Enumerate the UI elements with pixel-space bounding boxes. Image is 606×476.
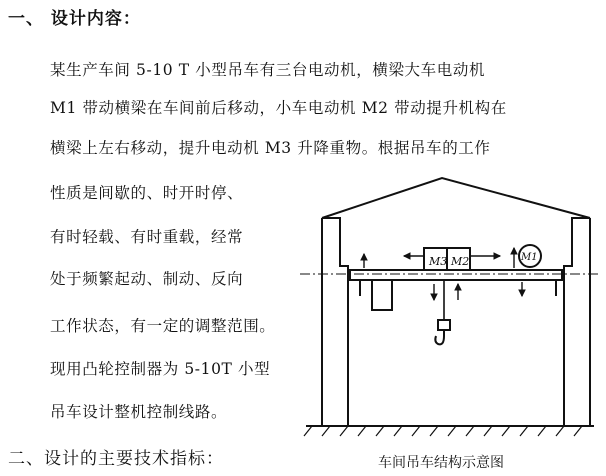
body-line-8: 现用凸轮控制器为 5-10T 小型: [50, 360, 271, 378]
section-1-heading: 一、 设计内容：: [8, 9, 141, 29]
right-column: [564, 218, 590, 426]
workshop-roof: [322, 178, 590, 218]
body-line-1: 某生产车间 5-10 T 小型吊车有三台电动机，横梁大车电动机: [50, 61, 486, 79]
crane-structure-diagram: [300, 176, 600, 446]
hook-block: [438, 320, 450, 330]
bridge-girder: [350, 270, 562, 280]
left-column: [322, 218, 348, 426]
body-line-9: 吊车设计整机控制线路。: [50, 403, 228, 421]
crane-hook: [435, 330, 444, 344]
motor-m1-label: M1: [521, 252, 538, 263]
body-line-6: 处于频繁起动、制动、反向: [50, 270, 244, 288]
body-line-4: 性质是间歇的、时开时停、: [50, 184, 244, 202]
body-line-2: M1 带动横梁在车间前后移动，小车电动机 M2 带动提升机构在: [50, 99, 507, 117]
body-line-7: 工作状态，有一定的调整范围。: [50, 317, 276, 335]
ground-hatching: [304, 426, 582, 436]
girder-end-carriage: [372, 280, 392, 310]
body-line-3: 横梁上左右移动，提升电动机 M3 升降重物。根据吊车的工作: [50, 139, 491, 157]
body-line-5: 有时轻载、有时重载，经常: [50, 228, 244, 246]
section-2-heading: 二、设计的主要技术指标：: [8, 449, 224, 469]
motor-m3-label: M3: [429, 255, 448, 268]
motor-m2-label: M2: [451, 255, 470, 268]
figure-caption: 车间吊车结构示意图: [378, 455, 504, 471]
